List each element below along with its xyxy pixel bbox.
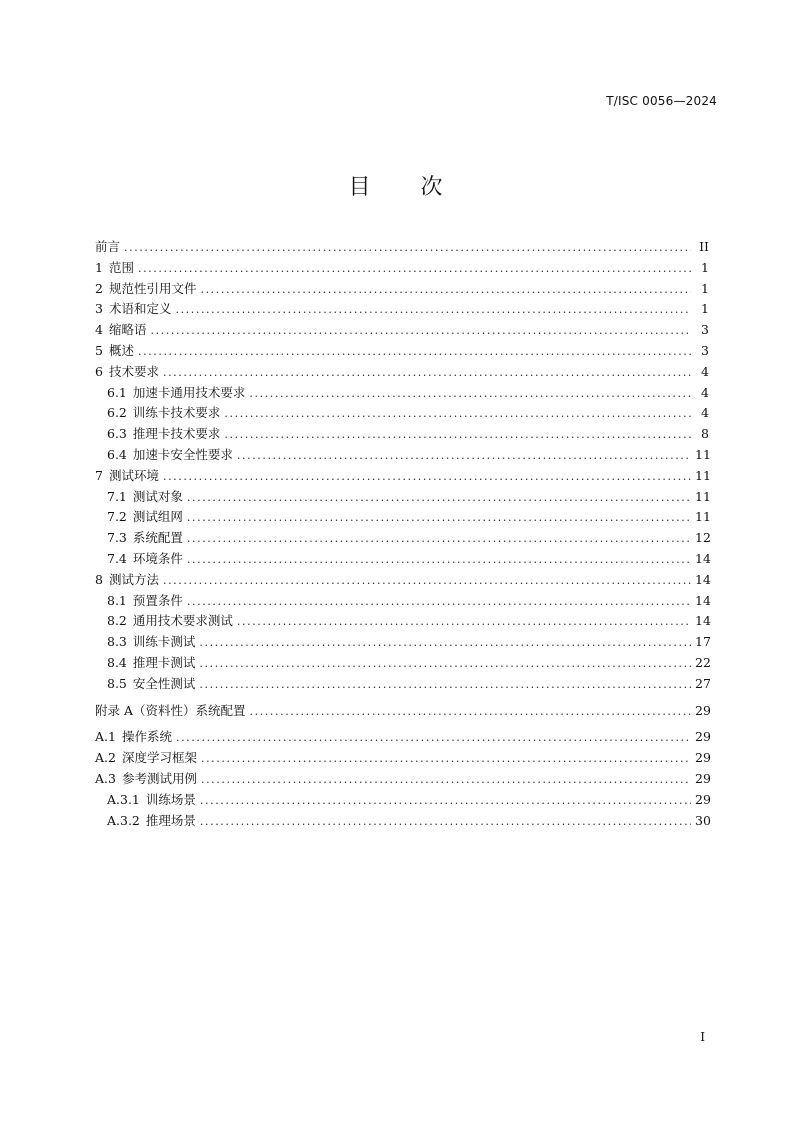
toc-entry-page: 11 [695, 488, 711, 504]
toc-entry-number: A.3.1 [107, 791, 140, 807]
toc-entry-number: 6 [95, 363, 103, 379]
toc-entry-title: 前言 [95, 239, 121, 254]
toc-entry-page: 29 [695, 729, 711, 745]
toc-entry-title: 通用技术要求测试 [132, 613, 233, 629]
toc-entry-number: 6.3 [107, 426, 127, 442]
dot-leader [200, 791, 691, 812]
toc-entry-number: 7.1 [107, 488, 127, 504]
toc-entry-page: 11 [695, 509, 711, 525]
dot-leader [124, 238, 691, 259]
toc-entry-page: 29 [695, 770, 711, 786]
toc-entry-number: 7.4 [107, 550, 127, 566]
toc-entry-number: 7.3 [107, 530, 127, 546]
dot-leader [150, 321, 691, 342]
toc-entry-appendix-a[interactable] [95, 701, 709, 722]
toc-entry-title: 训练场景 [145, 791, 196, 807]
toc-entry-test-environment[interactable] [95, 466, 709, 487]
toc-entry-title: 操作系统 [121, 729, 172, 745]
toc-entry-page: 11 [695, 446, 711, 462]
dot-leader [200, 280, 691, 301]
toc-entry-page: 1 [701, 259, 709, 275]
toc-entry-page: 4 [701, 363, 709, 379]
toc-entry-page: 30 [695, 812, 711, 828]
toc-entry-a-3-2[interactable] [95, 811, 709, 832]
toc-entry-title: 测试组网 [132, 509, 183, 525]
dot-leader [201, 749, 691, 770]
toc-entry-title: 概述 [108, 342, 134, 358]
toc-entry-a-3-1[interactable] [95, 790, 709, 811]
toc-entry-title: 测试环境 [108, 467, 159, 483]
toc-entry-page: 4 [701, 405, 709, 421]
toc-entry-page: 22 [695, 654, 711, 670]
dot-leader [138, 342, 691, 363]
toc-entry-title: 预置条件 [132, 592, 183, 608]
dot-leader [249, 384, 691, 405]
toc-entry-page: II [699, 239, 709, 254]
toc-entry-8-1[interactable] [95, 591, 709, 612]
toc-entry-page: 1 [701, 280, 709, 296]
toc-entry-8-4[interactable] [95, 653, 709, 674]
toc-entry-number: A.1 [95, 729, 116, 745]
toc-entry-title: 加速卡安全性要求 [132, 446, 233, 462]
toc-title: 目 次 [348, 175, 445, 200]
toc-entry-title: 范围 [108, 259, 134, 275]
dot-leader [187, 592, 691, 613]
toc-entry-number: 8.5 [107, 675, 127, 691]
toc-entry-number: 8.4 [107, 654, 127, 670]
toc-entry-page: 29 [695, 750, 711, 766]
toc-entry-number: 8.3 [107, 634, 127, 650]
document-code: T/ISC 0056—2024 [606, 94, 717, 108]
toc-entry-page: 27 [695, 675, 711, 691]
toc-entry-page: 14 [695, 550, 711, 566]
toc-entry-number: A.3 [95, 770, 116, 786]
toc-entry-title: 安全性测试 [132, 675, 196, 691]
dot-leader [224, 425, 691, 446]
toc-entry-number: 6.2 [107, 405, 127, 421]
toc-entry-7-4[interactable] [95, 549, 709, 570]
dot-leader [138, 259, 691, 280]
toc-entry-title: 训练卡测试 [132, 634, 196, 650]
toc-entry-8-5[interactable] [95, 674, 709, 695]
toc-entry-7-1[interactable] [95, 487, 709, 508]
dot-leader [237, 612, 691, 633]
toc-entry-a-1[interactable] [95, 727, 709, 748]
toc-entry-a-2[interactable] [95, 748, 709, 769]
toc-entry-page: 11 [695, 467, 711, 483]
toc-entry-page: 14 [695, 592, 711, 608]
toc-entry-6-4[interactable] [95, 445, 709, 466]
toc-entry-page: 14 [695, 571, 711, 587]
toc-entry-number: 8 [95, 571, 103, 587]
dot-leader [176, 728, 691, 749]
toc-entry-7-3[interactable] [95, 528, 709, 549]
toc-entry-8-3[interactable] [95, 632, 709, 653]
toc-entry-foreword[interactable] [95, 237, 709, 258]
toc-entry-number: 6.4 [107, 446, 127, 462]
toc-entry-page: 3 [701, 322, 709, 338]
toc-entry-number: A.2 [95, 750, 116, 766]
toc-entry-page: 29 [695, 791, 711, 807]
dot-leader [187, 550, 691, 571]
toc-entry-page: 14 [695, 613, 711, 629]
toc-entry-title: 推理场景 [145, 812, 196, 828]
toc-entry-title: 训练卡技术要求 [132, 405, 221, 421]
toc-entry-title: 测试方法 [108, 571, 159, 587]
dot-leader [175, 300, 691, 321]
toc-entry-a-3[interactable] [95, 769, 709, 790]
toc-entry-6-1[interactable] [95, 383, 709, 404]
dot-leader [163, 363, 691, 384]
toc-entry-number: 1 [95, 259, 103, 275]
toc-entry-title: 规范性引用文件 [108, 280, 197, 296]
toc-entry-title: 加速卡通用技术要求 [132, 384, 246, 400]
toc-entry-page: 4 [701, 384, 709, 400]
toc-entry-title: 深度学习框架 [121, 750, 197, 766]
toc-entry-title: 参考测试用例 [121, 770, 197, 786]
toc-entry-page: 29 [695, 702, 711, 718]
toc-entry-number: 2 [95, 280, 103, 296]
toc-entry-overview[interactable] [95, 341, 709, 362]
toc-entry-title: 推理卡测试 [132, 654, 196, 670]
dot-leader [163, 467, 691, 488]
toc-entry-6-2[interactable] [95, 403, 709, 424]
dot-leader [199, 633, 691, 654]
toc-entry-title: 技术要求 [108, 363, 159, 379]
toc-entry-title: 系统配置 [132, 530, 183, 546]
toc-entry-test-methods[interactable] [95, 570, 709, 591]
toc-entry-page: 17 [695, 634, 711, 650]
toc-entry-7-2[interactable] [95, 507, 709, 528]
toc-entry-6-3[interactable] [95, 424, 709, 445]
toc-entry-title: 推理卡技术要求 [132, 426, 221, 442]
toc-entry-title: 缩略语 [108, 322, 147, 338]
table-of-contents [95, 237, 709, 831]
toc-entry-page: 3 [701, 342, 709, 358]
toc-entry-terms[interactable] [95, 299, 709, 320]
dot-leader [237, 446, 691, 467]
dot-leader [199, 654, 691, 675]
toc-entry-technical-requirements[interactable] [95, 362, 709, 383]
toc-entry-title: 环境条件 [132, 550, 183, 566]
toc-entry-number: 5 [95, 342, 103, 358]
toc-entry-normative-references[interactable] [95, 279, 709, 300]
toc-entry-number: 7.2 [107, 509, 127, 525]
toc-entry-title: 附录 A（资料性）系统配置 [95, 702, 246, 718]
toc-entry-number: 8.1 [107, 592, 127, 608]
dot-leader [163, 571, 691, 592]
dot-leader [224, 404, 691, 425]
toc-entry-title: 术语和定义 [108, 301, 172, 317]
dot-leader [187, 488, 691, 509]
toc-entry-8-2[interactable] [95, 611, 709, 632]
toc-entry-number: 6.1 [107, 384, 127, 400]
page-number: I [700, 1030, 705, 1044]
toc-entry-number: A.3.2 [107, 812, 140, 828]
toc-entry-number: 4 [95, 322, 103, 338]
toc-entry-page: 12 [695, 530, 711, 546]
toc-entry-title: 测试对象 [132, 488, 183, 504]
toc-entry-number: 7 [95, 467, 103, 483]
toc-entry-scope[interactable] [95, 258, 709, 279]
toc-entry-number: 8.2 [107, 613, 127, 629]
toc-entry-abbreviations[interactable] [95, 320, 709, 341]
dot-leader [201, 770, 691, 791]
dot-leader [199, 675, 691, 696]
toc-entry-page: 8 [701, 426, 709, 442]
toc-entry-number: 3 [95, 301, 103, 317]
dot-leader [187, 529, 691, 550]
dot-leader [250, 702, 691, 723]
dot-leader [187, 508, 691, 529]
dot-leader [200, 812, 691, 833]
toc-entry-page: 1 [701, 301, 709, 317]
